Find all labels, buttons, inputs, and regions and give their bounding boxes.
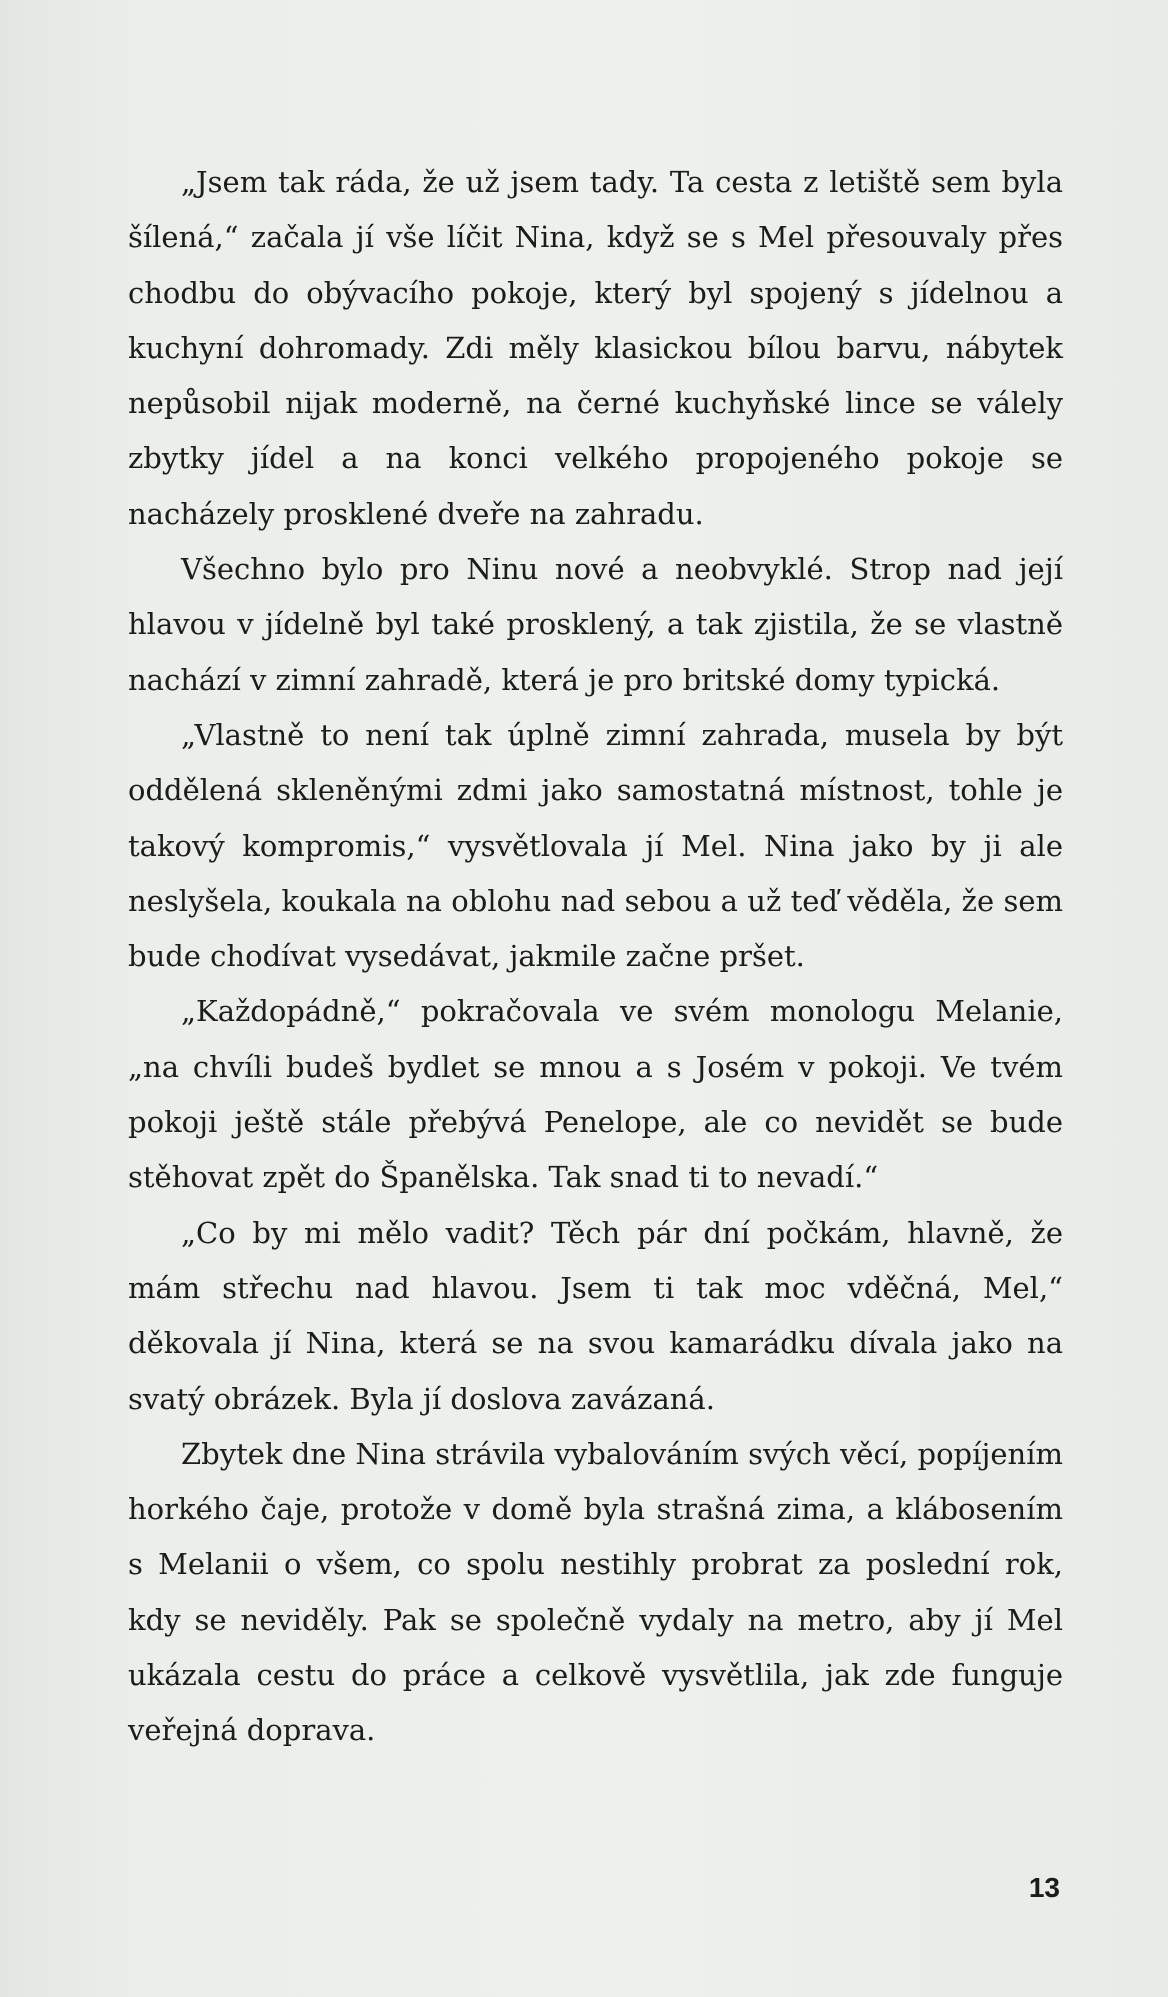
body-text	[128, 155, 1063, 1759]
paragraph-3: „Vlastně to není tak úplně zimní zahrada, musela by být oddělená skleněnými zdmi jako samostatná místnost, tohle je takový kompromis,“ vysvětlovala jí Mel. Nina jako by ji ale neslyšela, koukala na oblohu nad sebou a už teď věděla, že sem bude chodívat vysedávat, jakmile začne pršet.	[128, 717, 1063, 974]
paragraph-1: „Jsem tak ráda, že už jsem tady. Ta cesta z letiště sem byla šílená,“ začala jí vše líčit Nina, když se s Mel přesouvaly přes chodbu do obývacího pokoje, který byl spojený s jídelnou a kuchyní dohromady. Zdi měly klasickou bílou barvu, nábytek nepůsobil nijak moderně, na černé kuchyňské lince se válely zbytky jídel a na konci velkého propojeného pokoje se nacházely prosklené dveře na zahradu.	[128, 165, 1063, 531]
paragraph-5: „Co by mi mělo vadit? Těch pár dní počkám, hlavně, že mám střechu nad hlavou. Jsem ti tak moc vděčná, Mel,“ děkovala jí Nina, která se na svou kamarádku dívala jako na svatý obrázek. Byla jí doslova zavázaná.	[128, 1215, 1063, 1416]
page-number: 13	[1028, 1872, 1060, 1903]
paragraph-6: Zbytek dne Nina strávila vybalováním svých věcí, popíjením horkého čaje, protože v domě byla strašná zima, a klábosením s Melanii o všem, co spolu nestihly probrat za poslední rok, kdy se neviděly. Pak se společně vydaly na metro, aby jí Mel ukázala cestu do práce a celkově vysvětlila, jak zde funguje veřejná doprava.	[128, 1436, 1063, 1748]
paragraph-4: „Každopádně,“ pokračovala ve svém monologu Melanie, „na chvíli budeš bydlet se mnou a s Josém v pokoji. Ve tvém pokoji ještě stále přebývá Penelope, ale co nevidět se bude stěhovat zpět do Španělska. Tak snad ti to nevadí.“	[128, 994, 1063, 1195]
paragraph-2: Všechno bylo pro Ninu nové a neobvyklé. Strop nad její hlavou v jídelně byl také prosklený, a tak zjistila, že se vlastně nachází v zimní zahradě, která je pro britské domy typická.	[128, 552, 1063, 697]
